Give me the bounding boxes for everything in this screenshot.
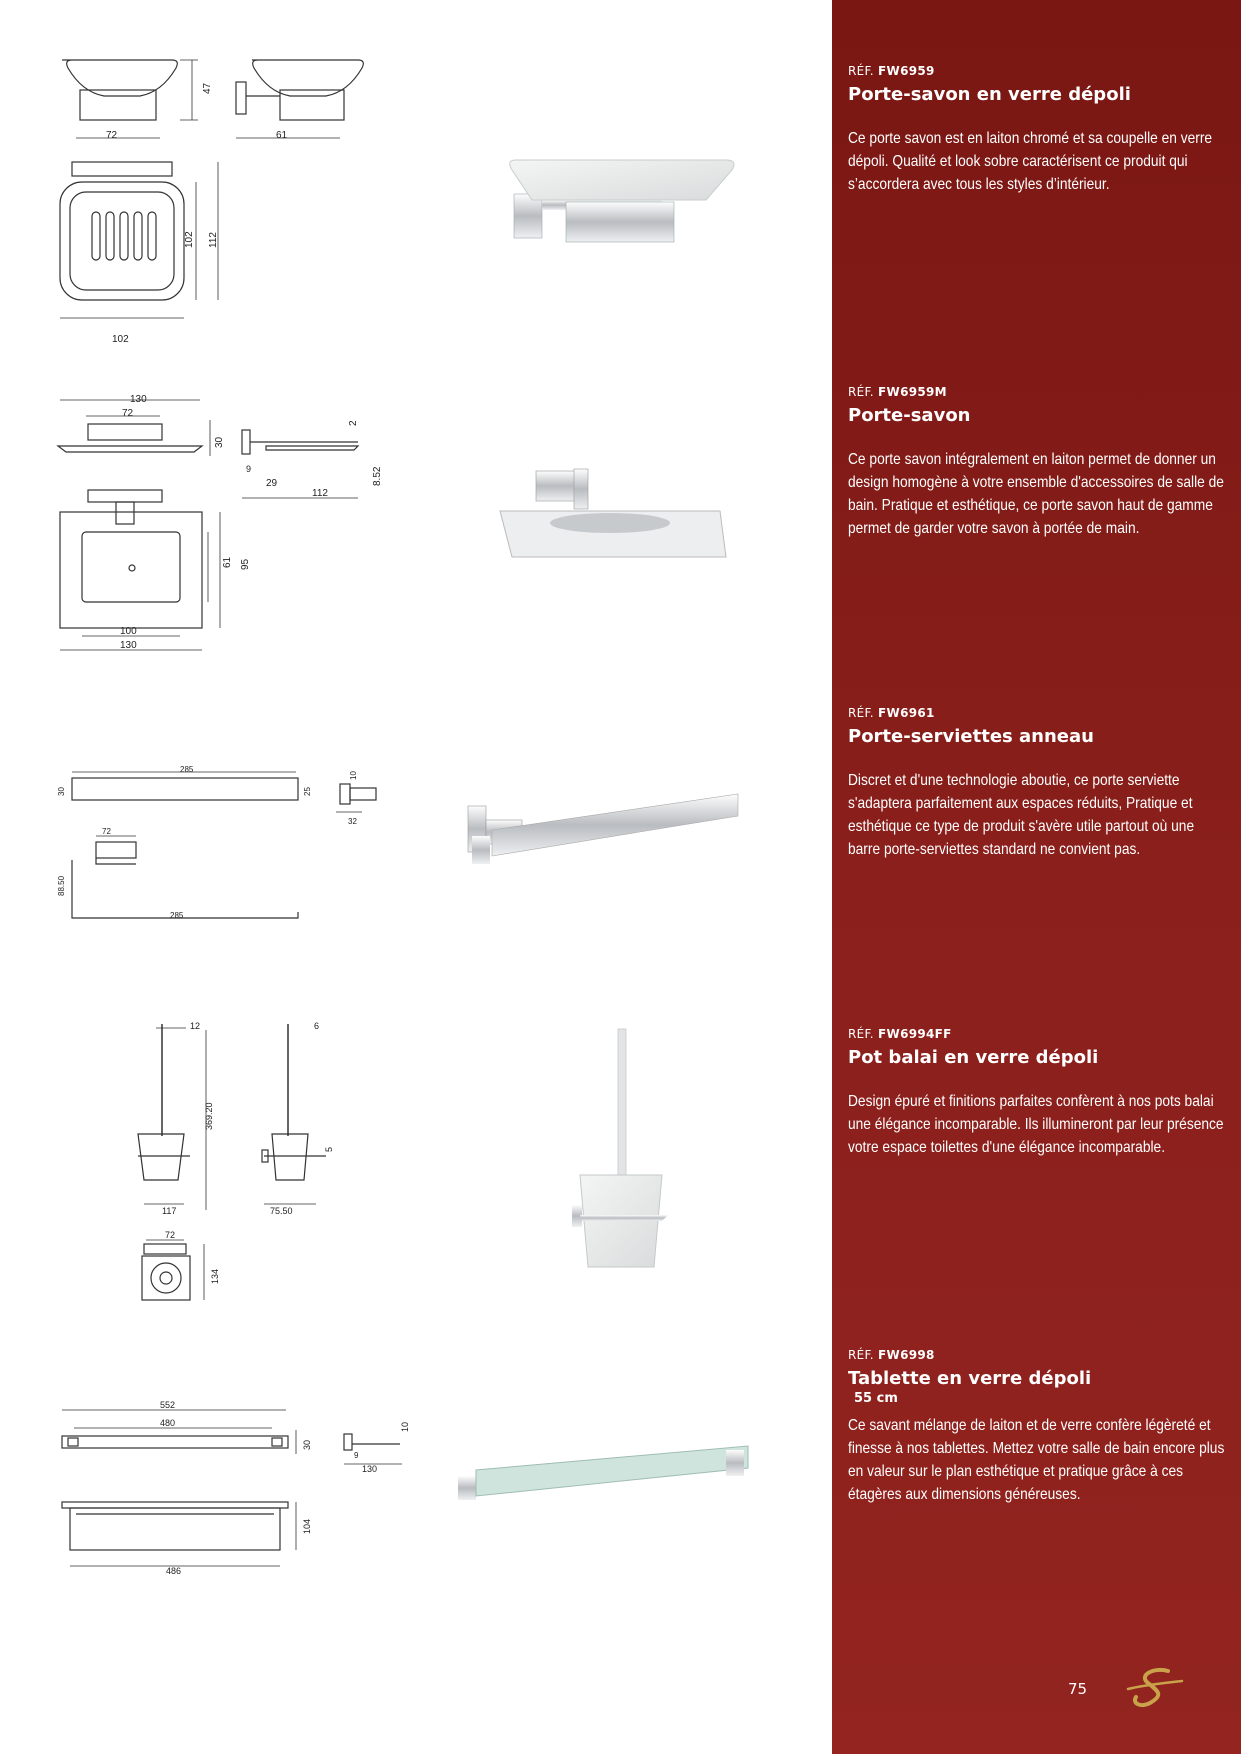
product-block-fw6994ff [848, 1027, 1228, 1159]
dim-label: 30 [214, 436, 225, 448]
ref-code: FW6994FF [878, 1027, 952, 1041]
dim-label: 2 [348, 420, 359, 426]
dim-label: 30 [57, 787, 66, 796]
dim-label: 130 [120, 640, 137, 651]
dim-label: 130 [130, 394, 147, 405]
dim-label: 32 [348, 817, 357, 826]
technical-drawing-fw6998 [40, 1390, 440, 1710]
ref-code: FW6959M [878, 385, 947, 399]
product-description: Ce porte savon est en laiton chromé et sa coupelle en verre dépoli. Qualité et look sobre caractérisent ce produit qui s’accordera avec tous les styles d’intérieur. [848, 130, 1213, 193]
product-title: Porte-serviettes anneau [848, 726, 1094, 747]
technical-drawing-fw6994ff [40, 1020, 440, 1340]
dim-label: 486 [166, 1566, 182, 1576]
dim-label: 47 [202, 82, 213, 94]
ref-code: FW6959 [878, 64, 935, 78]
dim-label: 102 [184, 231, 195, 248]
ref-code: FW6961 [878, 706, 935, 720]
product-photo-fw6998 [440, 1430, 800, 1750]
dim-label: 6 [314, 1021, 320, 1031]
dim-label: 130 [362, 1464, 378, 1474]
product-title: Pot balai en verre dépoli [848, 1047, 1099, 1068]
dim-label: 134 [210, 1268, 220, 1284]
dim-label: 12 [190, 1021, 201, 1031]
product-reference [848, 1348, 1228, 1362]
product-title: Porte-savon [848, 405, 971, 426]
page-number: 75 [1068, 1680, 1088, 1698]
product-title: Tablette en verre dépoli [848, 1368, 1092, 1389]
dim-label: 112 [208, 232, 219, 248]
dim-label: 88.50 [57, 875, 66, 896]
technical-drawing-fw6959m [40, 390, 440, 710]
dim-label: 25 [303, 787, 312, 796]
product-photo-fw6959 [440, 110, 800, 430]
product-title: Porte-savon en verre dépoli [848, 84, 1131, 105]
product-description: Ce porte savon intégralement en laiton permet de donner un design homogène à votre ensemble d'accessoires de salle de bain. Pratique et esthétique, ce porte savon haut de gamme permet de garder votre savon à portée de main. [848, 451, 1224, 537]
dim-label: 285 [180, 765, 194, 774]
dim-label: 29 [266, 478, 278, 489]
dim-label: 10 [349, 771, 358, 780]
technical-drawing-fw6959 [40, 50, 440, 370]
dim-label: 10 [400, 1421, 410, 1432]
ref-label: RÉF. [848, 1348, 874, 1362]
dim-label: 104 [302, 1518, 312, 1534]
ref-code: FW6998 [878, 1348, 935, 1362]
ref-label: RÉF. [848, 385, 874, 399]
dim-label: 552 [160, 1400, 176, 1410]
dim-label: 117 [162, 1206, 177, 1216]
product-block-fw6998 [848, 1348, 1228, 1506]
dim-label: 75.50 [270, 1206, 293, 1216]
product-block-fw6959 [848, 64, 1228, 196]
product-photo-fw6994ff [440, 1025, 800, 1345]
dim-label: 100 [120, 626, 137, 637]
dim-label: 9 [246, 464, 252, 474]
product-block-fw6961 [848, 706, 1228, 861]
dim-label: 95 [240, 558, 251, 570]
ref-label: RÉF. [848, 1027, 874, 1041]
brand-logo-icon [1124, 1665, 1184, 1709]
dim-label: 72 [122, 408, 134, 419]
dim-label: 61 [276, 130, 288, 141]
technical-drawings-column [40, 0, 440, 1754]
dim-label: 112 [312, 488, 328, 499]
ref-label: RÉF. [848, 64, 874, 78]
product-info-sidebar [832, 0, 1241, 1754]
dim-label: 72 [106, 130, 118, 141]
product-reference [848, 706, 1228, 720]
dim-label: 5 [324, 1146, 334, 1152]
product-reference [848, 64, 1228, 78]
product-photo-fw6959m [440, 445, 800, 765]
product-description: Design épuré et finitions parfaites confèrent à nos pots balai une élégance incomparable. Ils illumineront par leur présence votre espace toilettes d'une élégance incomparable. [848, 1093, 1224, 1156]
product-block-fw6959m [848, 385, 1228, 540]
dim-label: 369.20 [204, 1102, 214, 1130]
product-description: Ce savant mélange de laiton et de verre confère légèreté et finesse à nos tablettes. Mettez votre salle de bain encore plus en valeur sur le plan esthétique et pratique grâce à ces étagères aux dimensions généreuses. [848, 1417, 1225, 1503]
ref-label: RÉF. [848, 706, 874, 720]
dim-label: 61 [222, 556, 233, 568]
product-reference [848, 385, 1228, 399]
product-subtitle: 55 cm [854, 1391, 898, 1406]
dim-label: 285 [170, 911, 184, 920]
dim-label: 8.52 [372, 466, 383, 486]
dim-label: 9 [354, 1451, 359, 1460]
dim-label: 102 [112, 334, 129, 345]
dim-label: 72 [165, 1230, 176, 1240]
product-description: Discret et d'une technologie aboutie, ce porte serviette s'adaptera parfaitement aux espaces réduits, Pratique et esthétique ce type de produit s'avère utile partout où une barre porte-serviettes standard ne convient pas. [848, 772, 1195, 858]
dim-label: 72 [102, 827, 111, 836]
product-reference [848, 1027, 1228, 1041]
dim-label: 480 [160, 1418, 176, 1428]
dim-label: 30 [302, 1439, 312, 1450]
